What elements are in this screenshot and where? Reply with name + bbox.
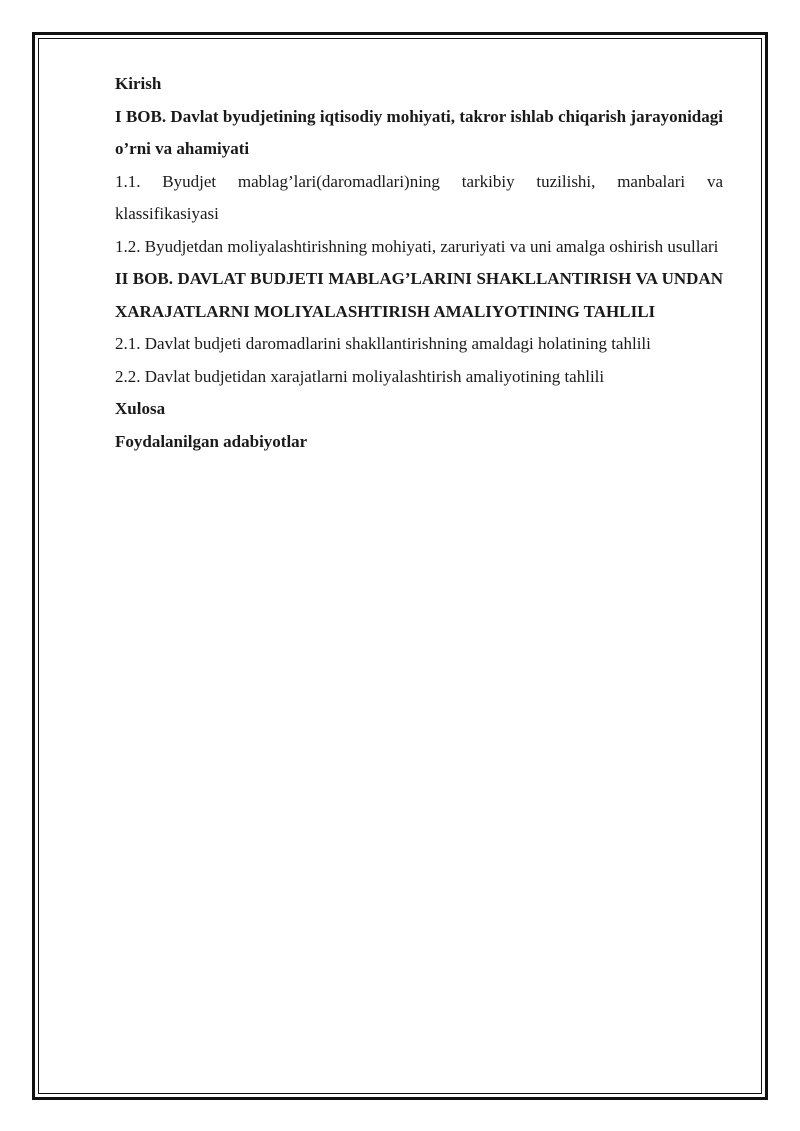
toc-section-2-2: 2.2. Davlat budjetidan xarajatlarni moliyalashtirish amaliyotining tahlili (115, 366, 605, 386)
toc-chapter-2-title: II BOB. DAVLAT BUDJETI MABLAG’LARINI SHAKLLANTIRISH VA UNDAN XARAJATLARNI MOLIYALASHTIRISH AMALIYOTINING TAHLILI (115, 269, 723, 321)
toc-intro: Kirish (115, 74, 162, 93)
toc-references: Foydalanilgan adabiyotlar (115, 431, 308, 451)
toc-section-1-2: 1.2. Byudjetdan moliyalashtirishning mohiyati, zaruriyati va uni amalga oshirish usullari (115, 236, 719, 256)
table-of-contents (115, 68, 723, 458)
toc-section-2-1: 2.1. Davlat budjeti daromadlarini shakllantirishning amaldagi holatining tahlili (115, 334, 651, 353)
toc-section-1-1: 1.1. Byudjet mablag’lari(daromadlari)ning tarkibiy tuzilishi, manbalari va klassifikasiyasi (115, 171, 723, 223)
toc-chapter-1-title: I BOB. Davlat byudjetining iqtisodiy mohiyati, takror ishlab chiqarish jarayonidagi o’rni va ahamiyati (115, 106, 723, 158)
toc-conclusion: Xulosa (115, 399, 166, 418)
